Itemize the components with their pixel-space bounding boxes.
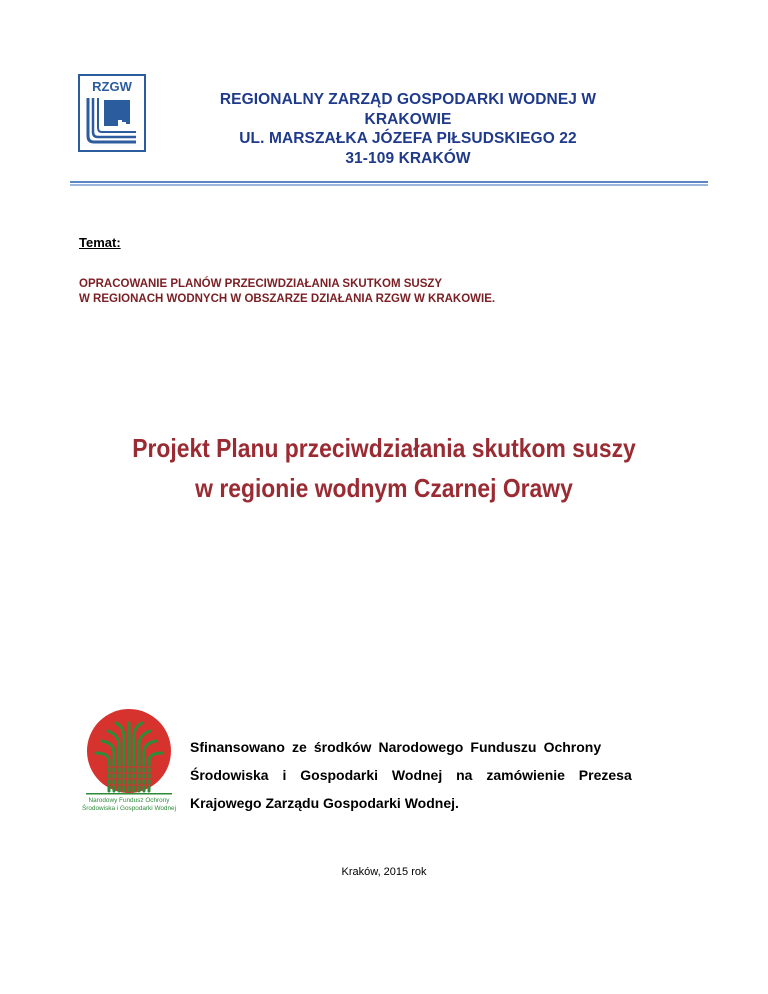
- nfosigw-logo-caption-line1: Narodowy Fundusz Ochrony: [88, 797, 170, 804]
- header-divider: [70, 181, 708, 183]
- nfosigw-logo-caption-line2: Środowiska i Gospodarki Wodnej: [81, 805, 177, 812]
- funding-note-line1: Sfinansowano ze środków Narodowego Funduszu Ochrony: [190, 739, 602, 755]
- funding-note-line3: Krajowego Zarządu Gospodarki Wodnej.: [190, 795, 459, 811]
- topic-line1: OPRACOWANIE PLANÓW PRZECIWDZIAŁANIA SKUTKOM SUSZY: [79, 278, 443, 290]
- rzgw-logo-icon: [78, 74, 146, 152]
- funding-note: [190, 733, 690, 817]
- document-title: [120, 428, 648, 508]
- institution-address-city: 31-109 KRAKÓW: [345, 149, 471, 167]
- header-divider-shadow: [70, 184, 708, 186]
- topic-text: [79, 277, 495, 306]
- institution-header: [178, 90, 638, 168]
- rzgw-logo-text: RZGW: [92, 79, 132, 94]
- document-title-line2: w regionie wodnym Czarnej Orawy: [195, 473, 573, 503]
- document-title-line1: Projekt Planu przeciwdziałania skutkom suszy: [132, 433, 636, 463]
- institution-address-street: UL. MARSZAŁKA JÓZEFA PIŁSUDSKIEGO 22: [239, 130, 577, 147]
- place-date: Kraków, 2015 rok: [341, 866, 427, 878]
- nfosigw-logo-icon: [80, 707, 178, 815]
- topic-line2: W REGIONACH WODNYCH W OBSZARZE DZIAŁANIA RZGW W KRAKOWIE.: [79, 292, 496, 305]
- funding-note-line2: Środowiska i Gospodarki Wodnej na zamówienie Prezesa: [190, 767, 632, 783]
- institution-name-line1: REGIONALNY ZARZĄD GOSPODARKI WODNEJ W: [219, 91, 597, 108]
- topic-label: Temat:: [79, 235, 121, 250]
- institution-name-line2: KRAKOWIE: [364, 110, 452, 128]
